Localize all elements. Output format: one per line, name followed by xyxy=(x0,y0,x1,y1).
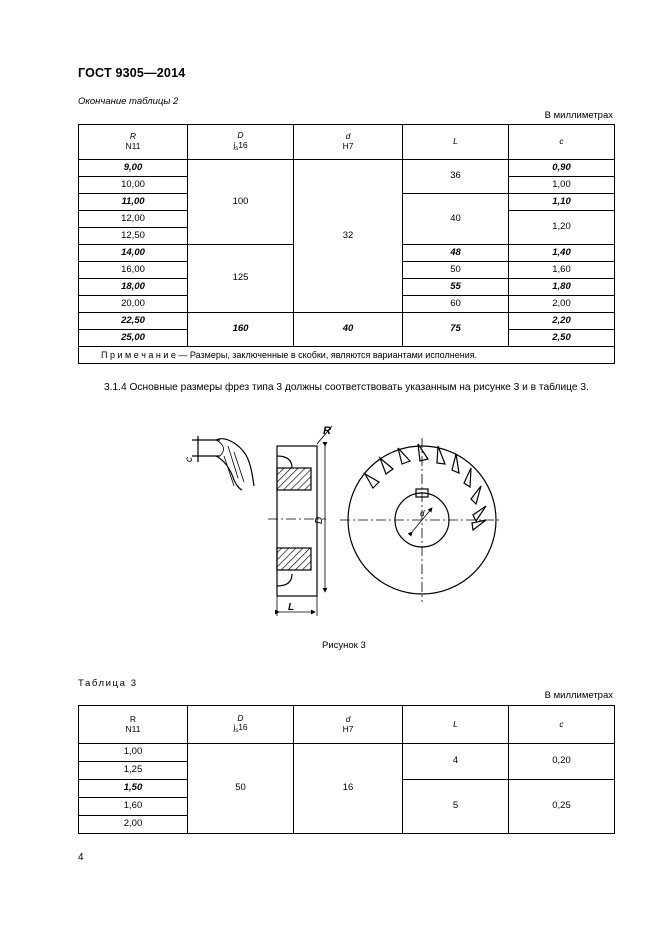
table2 xyxy=(78,124,615,364)
cell-c: 0,90 xyxy=(509,160,615,177)
table2-header-row xyxy=(79,125,615,160)
table-row xyxy=(79,160,615,177)
label-D: D xyxy=(314,516,325,524)
cell-L: 60 xyxy=(403,296,509,313)
cell-R: 20,00 xyxy=(79,296,188,313)
cell-R: 12,50 xyxy=(79,228,188,245)
col-header-c: c xyxy=(509,125,615,160)
cell-R: 16,00 xyxy=(79,262,188,279)
cell-R: 10,00 xyxy=(79,177,188,194)
document-header: ГОСТ 9305—2014 xyxy=(78,66,186,80)
cell-R: 1,50 xyxy=(79,780,188,798)
table3 xyxy=(78,705,615,834)
cell-L: 36 xyxy=(403,160,509,194)
cell-d: 16 xyxy=(294,744,403,834)
col-header-d: d H7 xyxy=(294,706,403,744)
cell-L: 4 xyxy=(403,744,509,780)
cell-c: 0,25 xyxy=(509,780,615,834)
front-view xyxy=(340,438,500,602)
label-R: R xyxy=(323,425,331,437)
cell-c: 2,20 xyxy=(509,313,615,330)
cell-R: 25,00 xyxy=(79,330,188,347)
cell-c: 1,80 xyxy=(509,279,615,296)
table-row xyxy=(79,744,615,762)
table3-header-row xyxy=(79,706,615,744)
label-L: L xyxy=(288,602,295,613)
cell-R: 1,60 xyxy=(79,798,188,816)
cell-R: 14,00 xyxy=(79,245,188,262)
cell-c: 2,00 xyxy=(509,296,615,313)
label-d: d xyxy=(420,509,425,518)
cell-D: 125 xyxy=(188,245,294,313)
cell-L: 75 xyxy=(403,313,509,347)
col-header-D: D $j_s16$ xyxy=(188,125,294,160)
table3-caption: Таблица 3 xyxy=(78,678,138,689)
cell-c: 1,20 xyxy=(509,211,615,245)
table-note-row xyxy=(79,347,615,364)
col-header-R: R N11 xyxy=(79,125,188,160)
cell-R: 11,00 xyxy=(79,194,188,211)
cell-D: 50 xyxy=(188,744,294,834)
table2-caption: Окончание таблицы 2 xyxy=(78,96,179,107)
table2-units: В миллиметрах xyxy=(544,110,613,121)
cell-R: 12,00 xyxy=(79,211,188,228)
cell-c: 1,10 xyxy=(509,194,615,211)
cell-c: 1,00 xyxy=(509,177,615,194)
cell-c: 1,60 xyxy=(509,262,615,279)
col-header-c: c xyxy=(509,706,615,744)
table-row xyxy=(79,313,615,330)
cell-R: 2,00 xyxy=(79,816,188,834)
cell-L: 5 xyxy=(403,780,509,834)
label-c: c xyxy=(184,457,195,462)
cell-R: 9,00 xyxy=(79,160,188,177)
paragraph-3-1-4: 3.1.4 Основные размеры фрез типа 3 должны соответствовать указанным на рисунке 3 и в таблице 3. xyxy=(104,382,589,393)
cell-L: 50 xyxy=(403,262,509,279)
cell-L: 48 xyxy=(403,245,509,262)
cell-R: 22,50 xyxy=(79,313,188,330)
cell-d: 32 xyxy=(294,160,403,313)
cell-c: 2,50 xyxy=(509,330,615,347)
table3-units: В миллиметрах xyxy=(544,690,613,701)
col-header-R: R N11 xyxy=(79,706,188,744)
cell-R: 1,00 xyxy=(79,744,188,762)
table2-note: П р и м е ч а н и е — Размеры, заключенные в скобки, являются вариантами исполнения. xyxy=(79,347,615,364)
cell-c: 0,20 xyxy=(509,744,615,780)
col-header-D: D $j_s16$ xyxy=(188,706,294,744)
cell-d: 40 xyxy=(294,313,403,347)
page-number: 4 xyxy=(78,852,84,863)
col-header-L: L xyxy=(403,706,509,744)
cell-L: 55 xyxy=(403,279,509,296)
cell-R: 1,25 xyxy=(79,762,188,780)
cell-D: 100 xyxy=(188,160,294,245)
figure-caption: Рисунок 3 xyxy=(322,640,366,651)
cell-L: 40 xyxy=(403,194,509,245)
col-header-L: L xyxy=(403,125,509,160)
cell-R: 18,00 xyxy=(79,279,188,296)
profile-detail xyxy=(192,436,254,490)
cell-c: 1,40 xyxy=(509,245,615,262)
figure-3-drawing xyxy=(180,416,500,626)
col-header-d: d H7 xyxy=(294,125,403,160)
cell-D: 160 xyxy=(188,313,294,347)
